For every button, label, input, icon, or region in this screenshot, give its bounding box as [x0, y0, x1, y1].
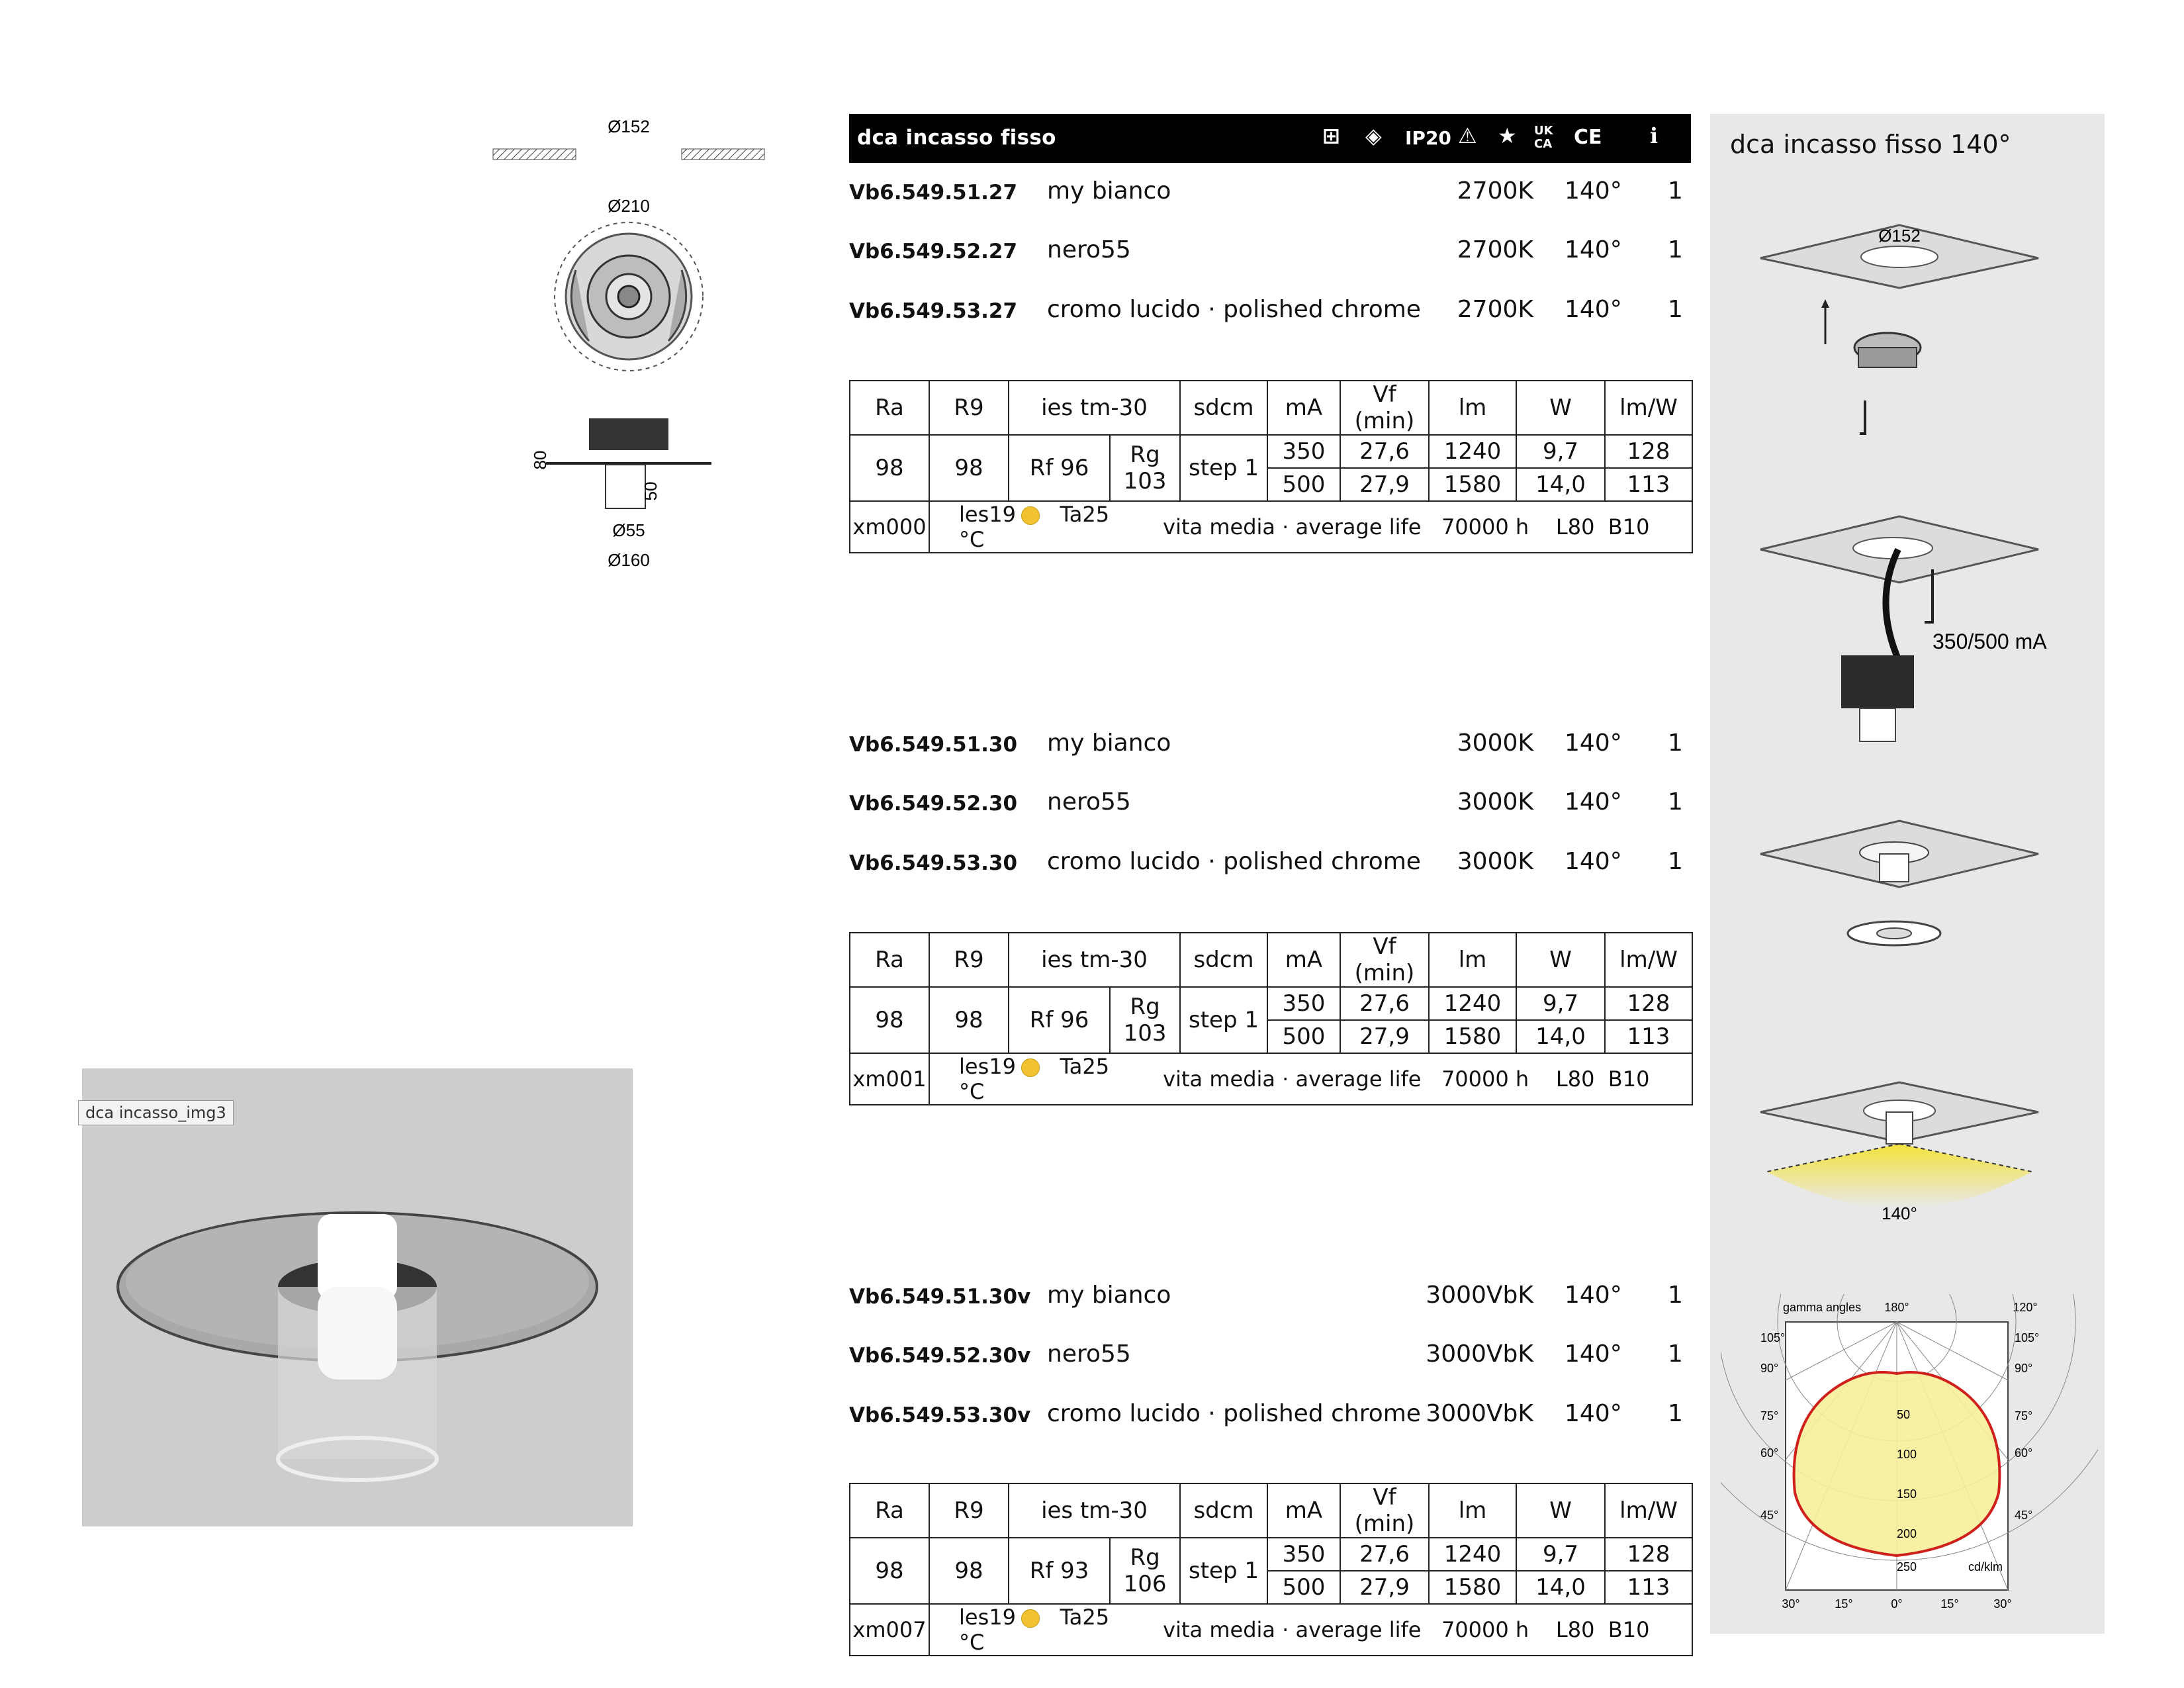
col-header: lm/W	[1605, 1483, 1692, 1538]
product-code: Vb6.549.52.27	[849, 240, 1018, 263]
product-cct: 3000VbK	[1426, 1282, 1533, 1309]
product-code: Vb6.549.51.27	[849, 181, 1018, 205]
col-header: R9	[929, 381, 1009, 435]
ta-value: Ta25 °C	[959, 1054, 1110, 1104]
lmw-value: 113	[1605, 1571, 1692, 1604]
polar-side-label: 75°	[1760, 1409, 1779, 1423]
install-step-3	[1747, 801, 2052, 960]
product-qty: 1	[1668, 729, 1683, 757]
b-value: B10	[1608, 1617, 1650, 1642]
polar-side-label: 45°	[2015, 1509, 2033, 1522]
photo-tag: dca incasso_img3	[78, 1100, 234, 1125]
polar-diagram	[1721, 1294, 2098, 1618]
polar-side-label: 60°	[1760, 1446, 1779, 1460]
rf-value: Rf 96	[1009, 987, 1110, 1053]
ma-value: 500	[1267, 468, 1340, 501]
product-cct: 2700K	[1457, 236, 1533, 263]
life-value: 70000 h	[1441, 1066, 1529, 1092]
w-value: 9,7	[1516, 987, 1605, 1020]
lm-value: 1580	[1429, 468, 1516, 501]
product-code: Vb6.549.51.30v	[849, 1285, 1031, 1309]
lm-value: 1580	[1429, 1020, 1516, 1053]
ma-value: 350	[1267, 987, 1340, 1020]
product-finish: cromo lucido · polished chrome	[1047, 296, 1421, 323]
ra-value: 98	[850, 1538, 929, 1604]
polar-bottom-label: 30°	[1782, 1597, 1800, 1611]
w-value: 9,7	[1516, 435, 1605, 468]
ma-value: 350	[1267, 435, 1340, 468]
w-value: 14,0	[1516, 468, 1605, 501]
polar-side-label: 75°	[2015, 1409, 2033, 1423]
product-cct: 2700K	[1457, 296, 1533, 323]
col-header: R9	[929, 1483, 1009, 1538]
vf-value: 27,9	[1340, 468, 1429, 501]
col-header: mA	[1267, 1483, 1340, 1538]
life-value: 70000 h	[1441, 1617, 1529, 1642]
product-angle: 140°	[1565, 1282, 1622, 1309]
col-header: mA	[1267, 933, 1340, 987]
w-value: 14,0	[1516, 1020, 1605, 1053]
ukca-badge: UK CA	[1534, 124, 1553, 151]
polar-unit: cd/klm	[1968, 1560, 2003, 1573]
product-qty: 1	[1668, 177, 1683, 205]
les-value: les19	[959, 1054, 1016, 1079]
info-icon: ℹ	[1650, 123, 1659, 148]
col-header: lm	[1429, 381, 1516, 435]
polar-radial-label: 250	[1897, 1560, 1917, 1573]
product-code: Vb6.549.51.30	[849, 733, 1018, 757]
polar-top-label: 180°	[1884, 1301, 1909, 1314]
step1-dimension: Ø152	[1878, 226, 1921, 246]
col-header: sdcm	[1180, 1483, 1267, 1538]
product-qty: 1	[1668, 788, 1683, 816]
product-angle: 140°	[1565, 1400, 1622, 1427]
dim-d55: Ø55	[612, 520, 645, 540]
ta-value: Ta25 °C	[959, 1605, 1110, 1655]
product-code: Vb6.549.52.30v	[849, 1344, 1031, 1368]
polar-side-label: 105°	[2015, 1331, 2040, 1344]
product-finish: cromo lucido · polished chrome	[1047, 1400, 1421, 1427]
ta-value: Ta25 °C	[959, 502, 1110, 552]
col-header: lm	[1429, 1483, 1516, 1538]
driver-code: xm007	[850, 1604, 929, 1656]
product-angle: 140°	[1565, 236, 1622, 263]
life-value: 70000 h	[1441, 514, 1529, 539]
les-color-dot	[1021, 506, 1040, 525]
vf-value: 27,6	[1340, 987, 1429, 1020]
les-value: les19	[959, 1605, 1016, 1630]
lmw-value: 113	[1605, 468, 1692, 501]
spec-table	[849, 932, 1693, 1105]
product-code: Vb6.549.53.30v	[849, 1403, 1031, 1427]
col-header: lm	[1429, 933, 1516, 987]
sdcm-value: step 1	[1180, 1538, 1267, 1604]
product-qty: 1	[1668, 848, 1683, 875]
polar-radial-label: 200	[1897, 1527, 1917, 1540]
ip-rating-badge: IP20	[1405, 127, 1451, 149]
les-color-dot	[1021, 1058, 1040, 1077]
col-header: sdcm	[1180, 933, 1267, 987]
l-value: L80	[1555, 1617, 1595, 1642]
col-header: R9	[929, 933, 1009, 987]
product-header-bar	[849, 114, 1691, 163]
product-qty: 1	[1668, 236, 1683, 263]
col-header: W	[1516, 1483, 1605, 1538]
rg-value: Rg 103	[1110, 987, 1180, 1053]
product-code: Vb6.549.53.30	[849, 851, 1018, 875]
product-qty: 1	[1668, 1400, 1683, 1427]
r9-value: 98	[929, 435, 1009, 501]
b-value: B10	[1608, 514, 1650, 539]
polar-bottom-label: 15°	[1940, 1597, 1959, 1611]
w-value: 9,7	[1516, 1538, 1605, 1571]
col-header: Vf (min)	[1340, 381, 1429, 435]
vf-value: 27,9	[1340, 1020, 1429, 1053]
lmw-value: 128	[1605, 1538, 1692, 1571]
product-qty: 1	[1668, 1340, 1683, 1368]
product-finish: my bianco	[1047, 177, 1171, 205]
ra-value: 98	[850, 435, 929, 501]
lmw-value: 113	[1605, 1020, 1692, 1053]
lm-value: 1580	[1429, 1571, 1516, 1604]
lm-value: 1240	[1429, 987, 1516, 1020]
polar-side-label: 60°	[2015, 1446, 2033, 1460]
polar-top-label: 120°	[2013, 1301, 2038, 1314]
product-finish: my bianco	[1047, 729, 1171, 757]
r9-value: 98	[929, 1538, 1009, 1604]
dim-h80: 80	[530, 450, 550, 470]
product-cct: 2700K	[1457, 177, 1533, 205]
polar-side-label: 45°	[1760, 1509, 1779, 1522]
les-color-dot	[1021, 1609, 1040, 1628]
product-cct: 3000VbK	[1426, 1340, 1533, 1368]
b-value: B10	[1608, 1066, 1650, 1092]
dim-d152: Ø152	[608, 117, 650, 136]
polar-bottom-label: 15°	[1835, 1597, 1853, 1611]
col-header: W	[1516, 381, 1605, 435]
product-finish: nero55	[1047, 1340, 1131, 1368]
sdcm-value: step 1	[1180, 987, 1267, 1053]
driver-code: xm001	[850, 1053, 929, 1105]
product-cct: 3000K	[1457, 729, 1533, 757]
panel-title: dca incasso fisso 140°	[1730, 130, 2011, 159]
col-header: ies tm-30	[1009, 933, 1180, 987]
lmw-value: 128	[1605, 987, 1692, 1020]
product-code: Vb6.549.53.27	[849, 299, 1018, 323]
vf-value: 27,6	[1340, 435, 1429, 468]
product-photo	[82, 1068, 633, 1526]
ma-value: 500	[1267, 1571, 1340, 1604]
col-header: W	[1516, 933, 1605, 987]
vf-value: 27,6	[1340, 1538, 1429, 1571]
ma-value: 350	[1267, 1538, 1340, 1571]
product-finish: nero55	[1047, 788, 1131, 816]
r9-value: 98	[929, 987, 1009, 1053]
rf-value: Rf 93	[1009, 1538, 1110, 1604]
product-qty: 1	[1668, 1282, 1683, 1309]
col-header: Ra	[850, 381, 929, 435]
product-angle: 140°	[1565, 1340, 1622, 1368]
life-label: vita media · average life	[1163, 1066, 1422, 1092]
lm-value: 1240	[1429, 1538, 1516, 1571]
rg-value: Rg 106	[1110, 1538, 1180, 1604]
les-value: les19	[959, 502, 1016, 527]
vf-value: 27,9	[1340, 1571, 1429, 1604]
col-header: ies tm-30	[1009, 381, 1180, 435]
dim-h50: 50	[641, 481, 660, 501]
product-finish: my bianco	[1047, 1282, 1171, 1309]
step2-current: 350/500 mA	[1933, 630, 2047, 653]
polar-title: gamma angles	[1783, 1301, 1862, 1314]
product-title: dca incasso fisso	[857, 126, 1056, 150]
col-header: Vf (min)	[1340, 933, 1429, 987]
lm-value: 1240	[1429, 435, 1516, 468]
warning-icon: ⚠	[1458, 123, 1477, 148]
dim-d210: Ø210	[608, 196, 650, 216]
col-header: lm/W	[1605, 381, 1692, 435]
lmw-value: 128	[1605, 435, 1692, 468]
col-header: Vf (min)	[1340, 1483, 1429, 1538]
ra-value: 98	[850, 987, 929, 1053]
polar-side-label: 105°	[1760, 1331, 1786, 1344]
product-cct: 3000K	[1457, 848, 1533, 875]
ce-badge: CE	[1574, 126, 1602, 149]
polar-bottom-label: 0°	[1891, 1597, 1903, 1611]
product-finish: cromo lucido · polished chrome	[1047, 848, 1421, 875]
life-label: vita media · average life	[1163, 1617, 1422, 1642]
star-icon: ★	[1498, 123, 1517, 148]
l-value: L80	[1555, 514, 1595, 539]
col-header: ies tm-30	[1009, 1483, 1180, 1538]
product-angle: 140°	[1565, 788, 1622, 816]
technical-drawing	[483, 113, 774, 576]
product-angle: 140°	[1565, 729, 1622, 757]
spec-table	[849, 380, 1693, 553]
product-cct: 3000VbK	[1426, 1400, 1533, 1427]
polar-side-label: 90°	[2015, 1362, 2033, 1375]
spec-table	[849, 1483, 1693, 1656]
ceiling-mount-icon: ⊞	[1322, 123, 1340, 148]
install-step-4	[1747, 1072, 2052, 1244]
ma-value: 500	[1267, 1020, 1340, 1053]
install-step-2	[1747, 490, 2078, 755]
product-qty: 1	[1668, 296, 1683, 323]
product-code: Vb6.549.52.30	[849, 792, 1018, 816]
product-angle: 140°	[1565, 296, 1622, 323]
col-header: mA	[1267, 381, 1340, 435]
diamond-icon: ◈	[1365, 123, 1382, 148]
beam-angle-label: 140°	[1882, 1203, 1917, 1223]
dim-d160: Ø160	[608, 550, 650, 570]
rf-value: Rf 96	[1009, 435, 1110, 501]
col-header: lm/W	[1605, 933, 1692, 987]
install-step-1	[1747, 205, 2052, 444]
sdcm-value: step 1	[1180, 435, 1267, 501]
rg-value: Rg 103	[1110, 435, 1180, 501]
col-header: sdcm	[1180, 381, 1267, 435]
polar-bottom-label: 30°	[1993, 1597, 2012, 1611]
life-label: vita media · average life	[1163, 514, 1422, 539]
w-value: 14,0	[1516, 1571, 1605, 1604]
product-cct: 3000K	[1457, 788, 1533, 816]
polar-radial-label: 50	[1897, 1408, 1911, 1421]
product-angle: 140°	[1565, 848, 1622, 875]
product-finish: nero55	[1047, 236, 1131, 263]
col-header: Ra	[850, 933, 929, 987]
polar-side-label: 90°	[1760, 1362, 1779, 1375]
polar-radial-label: 100	[1897, 1448, 1917, 1461]
product-angle: 140°	[1565, 177, 1622, 205]
polar-radial-label: 150	[1897, 1487, 1917, 1501]
col-header: Ra	[850, 1483, 929, 1538]
l-value: L80	[1555, 1066, 1595, 1092]
driver-code: xm000	[850, 501, 929, 553]
